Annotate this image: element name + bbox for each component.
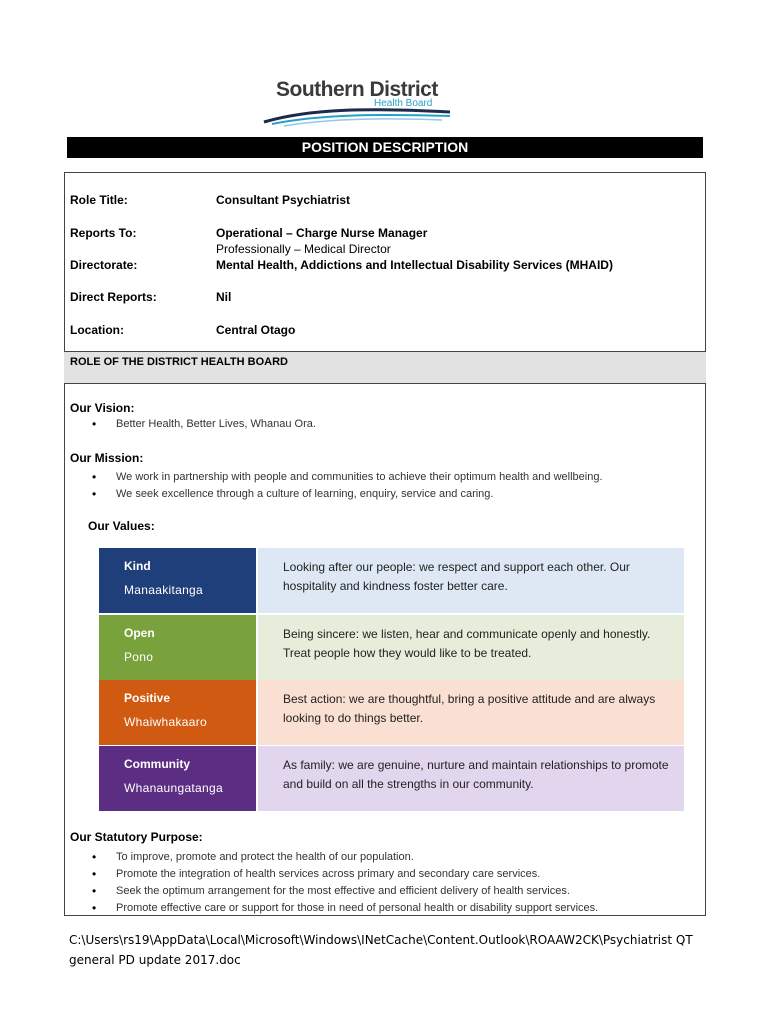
location-value: Central Otago [216, 323, 296, 337]
value-row-open [99, 615, 684, 680]
directorate-label: Directorate: [70, 258, 138, 272]
value-description: Best action: we are thoughtful, bring a positive attitude and are always looking to do things better. [283, 692, 656, 725]
value-description: Being sincere: we listen, hear and communicate openly and honestly. Treat people how they would like to be treated. [283, 627, 651, 660]
statutory-heading: Our Statutory Purpose: [70, 830, 203, 844]
list-item: • Seek the optimum arrangement for the most effective and efficient delivery of health services. [92, 883, 598, 900]
direct-reports-value: Nil [216, 290, 232, 304]
direct-reports-label: Direct Reports: [70, 290, 157, 304]
value-row-kind [99, 548, 684, 613]
role-section-heading: ROLE OF THE DISTRICT HEALTH BOARD [70, 356, 288, 368]
value-name: Open [124, 626, 155, 640]
value-name: Positive [124, 691, 171, 705]
vision-list [92, 416, 316, 433]
list-item: • We work in partnership with people and communities to achieve their optimum health and wellbeing. [92, 469, 603, 486]
sdhb-logo [262, 80, 452, 128]
value-name-cell [99, 615, 256, 680]
role-section-header [64, 351, 706, 384]
value-name-cell [99, 548, 256, 613]
document-path-footer [69, 930, 693, 970]
value-name: Community [124, 757, 190, 771]
list-item: • Promote effective care or support for those in need of personal health or disability support services. [92, 900, 598, 917]
mission-list [92, 469, 603, 503]
value-maori: Whaiwhakaaro [124, 715, 207, 729]
mission-heading: Our Mission: [70, 451, 144, 465]
list-item: • Better Health, Better Lives, Whanau Ora. [92, 416, 316, 433]
role-title-label: Role Title: [70, 193, 128, 207]
statutory-list [92, 849, 598, 917]
reports-to-value-professional: Professionally – Medical Director [216, 242, 391, 256]
list-item: • Promote the integration of health services across primary and secondary care services. [92, 866, 598, 883]
value-name: Kind [124, 559, 151, 573]
list-item: • We seek excellence through a culture of learning, enquiry, service and caring. [92, 486, 603, 503]
reports-to-label: Reports To: [70, 226, 137, 240]
value-description: As family: we are genuine, nurture and maintain relationships to promote and build on all the strengths in our community. [283, 758, 669, 791]
directorate-value: Mental Health, Addictions and Intellectual Disability Services (MHAID) [216, 258, 613, 272]
logo-wave-icon [262, 102, 452, 130]
value-desc-cell [258, 548, 684, 613]
values-heading: Our Values: [88, 519, 155, 533]
vision-heading: Our Vision: [70, 401, 135, 415]
value-maori: Pono [124, 650, 154, 664]
logo-name: Southern District [276, 78, 438, 101]
footer-path-line: C:\Users\rs19\AppData\Local\Microsoft\Windows\INetCache\Content.Outlook\ROAAW2CK\Psychiatrist QT [69, 933, 693, 947]
value-row-community [99, 746, 684, 811]
value-maori: Whanaungatanga [124, 781, 223, 795]
logo-subtitle: Health Board [374, 98, 433, 109]
value-maori: Manaakitanga [124, 583, 203, 597]
value-desc-cell [258, 680, 684, 745]
value-name-cell [99, 680, 256, 745]
role-title-value: Consultant Psychiatrist [216, 193, 351, 207]
value-name-cell [99, 746, 256, 811]
page-title: POSITION DESCRIPTION [67, 137, 703, 158]
reports-to-value: Operational – Charge Nurse Manager [216, 226, 428, 240]
value-description: Looking after our people: we respect and support each other. Our hospitality and kindness foster better care. [283, 560, 630, 593]
footer-path-line: general PD update 2017.doc [69, 953, 241, 967]
value-desc-cell [258, 746, 684, 811]
location-label: Location: [70, 323, 124, 337]
value-row-positive [99, 680, 684, 745]
value-desc-cell [258, 615, 684, 680]
list-item: • To improve, promote and protect the health of our population. [92, 849, 598, 866]
